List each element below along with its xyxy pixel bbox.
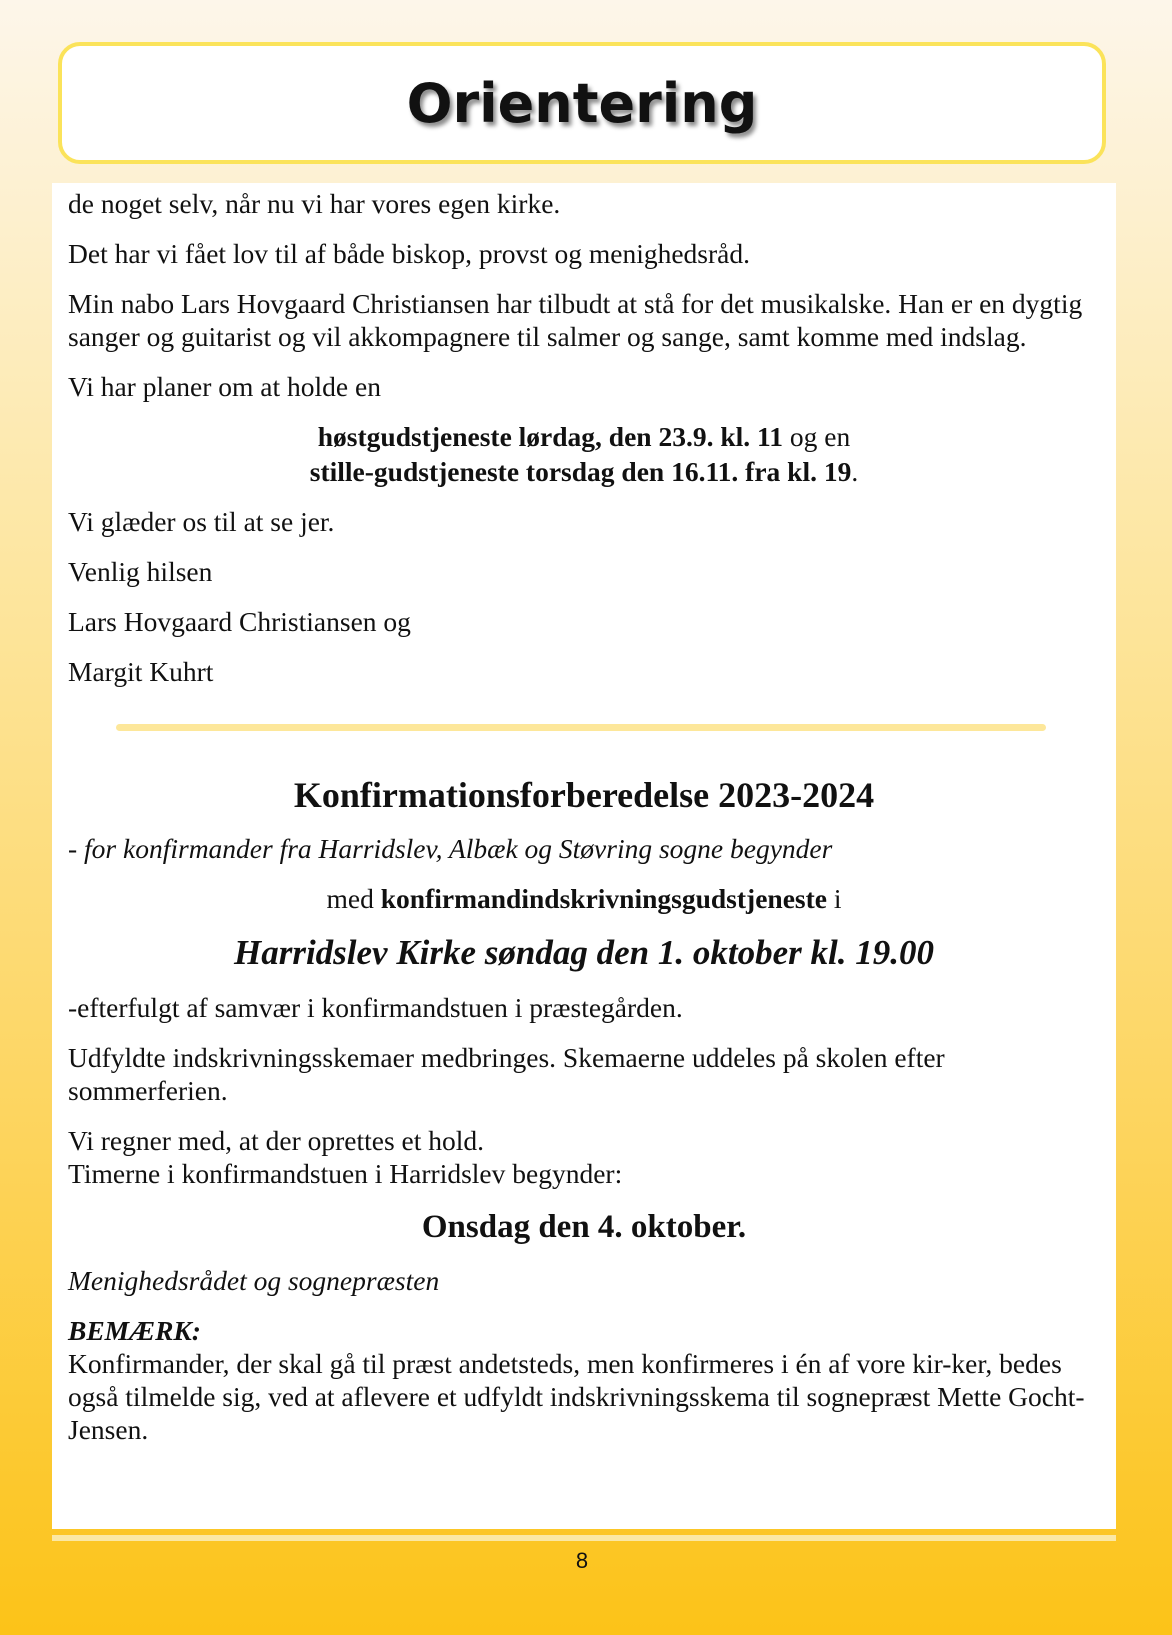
signature-line: Lars Hovgaard Christiansen og: [68, 606, 411, 637]
paragraph: -efterfulgt af samvær i konfirmandstuen i præstegården.: [68, 992, 683, 1023]
note-label: BEMÆRK:: [68, 1315, 201, 1346]
service-prefix: med: [326, 883, 381, 914]
start-date: Onsdag den 4. oktober.: [421, 1209, 747, 1245]
section-divider: [116, 724, 1046, 731]
service-suffix: i: [826, 883, 842, 914]
confirmation-service-line: [68, 882, 1100, 915]
paragraph: Min nabo Lars Hovgaard Christiansen har tilbudt at stå for det musikalske. Han er en dygtig sanger og guitarist og vil akkompagnere til salmer og sange, samt komme med indslag.: [68, 288, 1083, 352]
paragraph: Vi regner med, at der oprettes et hold.: [68, 1125, 485, 1156]
content-panel: [52, 183, 1116, 1529]
paragraph: Timerne i konfirmandstuen i Harridslev begynder:: [68, 1158, 623, 1189]
event-period: .: [851, 456, 859, 487]
note-text: Konfirmander, der skal gå til præst andetsteds, men konfirmeres i én af vore kir-ker, bedes også tilmelde sig, ved at aflevere et udfyldt indskrivningsskema til sognepræst Mette Gocht-Jensen.: [68, 1348, 1085, 1445]
page-number: 8: [575, 1548, 589, 1573]
paragraph: Udfyldte indskrivningsskemaer medbringes. Skemaerne uddeles på skolen efter sommerferien.: [68, 1042, 945, 1106]
footer-divider: [52, 1535, 1116, 1541]
paragraph: Vi glæder os til at se jer.: [68, 506, 335, 537]
service-name: konfirmandindskrivningsgudstjeneste: [380, 883, 827, 914]
section-title-box: [58, 42, 1106, 164]
confirmation-title: Konfirmationsforberedelse 2023-2024: [293, 775, 875, 815]
paragraph: Vi har planer om at holde en: [68, 371, 381, 402]
paragraph: de noget selv, når nu vi har vores egen kirke.: [68, 188, 561, 219]
event-line-autumn-service: [68, 420, 1100, 453]
event-connector: og en: [783, 421, 851, 452]
paragraph: Det har vi fået lov til af både biskop, provst og menighedsråd.: [68, 238, 750, 269]
signature-parish: Menighedsrådet og sognepræsten: [68, 1265, 440, 1296]
event-line-silent-service: [68, 455, 1100, 488]
greeting: Venlig hilsen: [68, 556, 213, 587]
confirmation-subtitle: - for konfirmander fra Harridslev, Albæk og Støvring sogne begynder: [68, 833, 833, 864]
signature-line: Margit Kuhrt: [68, 656, 214, 687]
section-title: Orientering: [406, 71, 758, 135]
confirmation-date-line: Harridslev Kirke søndag den 1. oktober kl. 19.00: [233, 933, 935, 972]
event-silent-service: stille-gudstjeneste torsdag den 16.11. fra kl. 19: [309, 456, 852, 487]
event-autumn-service: høstgudstjeneste lørdag, den 23.9. kl. 11: [317, 421, 784, 452]
